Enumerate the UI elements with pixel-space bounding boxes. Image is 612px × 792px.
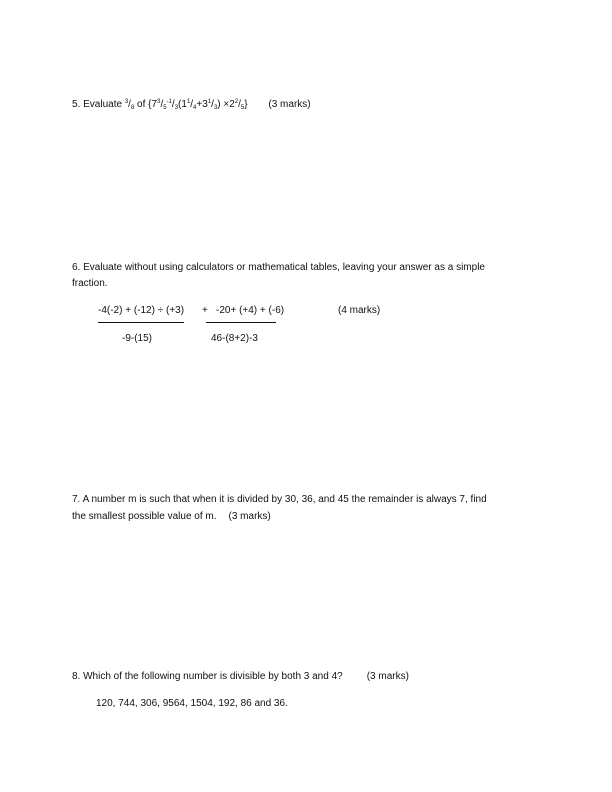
q5-fraction-denominator: 5: [163, 105, 167, 111]
q6-fraction-2-numerator: -20+ (+4) + (-6): [216, 305, 285, 316]
q6-marks: (4 marks): [338, 305, 381, 316]
q5-fraction-denominator: 3: [174, 105, 179, 111]
q7-line-1: 7. A number m is such that when it is divided by 30, 36, and 45 the remainder is always 7, find: [72, 494, 487, 505]
question-8: [72, 671, 409, 682]
q7-marks: (3 marks): [228, 511, 271, 522]
q8-marks: (3 marks): [366, 671, 409, 682]
q7-line-2-text: the smallest possible value of m.: [72, 511, 217, 522]
q5-fraction-numerator: 1: [207, 99, 212, 105]
q8-number-list: 120, 744, 306, 9564, 1504, 192, 86 and 36.: [96, 698, 288, 709]
question-5: 5. Evaluate $^3/_8$ of $\{7^3/_5^{-1}/_3(1^1/_4+3^1/_3) \times 2^2/_5\}$ (3 marks): [72, 99, 311, 111]
q6-fraction-1-bar: [98, 322, 184, 323]
q5-of-text: of {7: [134, 99, 158, 110]
q5-fraction-denominator: 8: [130, 105, 135, 111]
q5-fraction-numerator: 1: [186, 99, 191, 105]
q5-fraction-numerator: 3: [124, 99, 129, 105]
q6-fraction-1-denominator: -9-(15): [122, 333, 153, 344]
q5-fraction-denominator: 3: [213, 105, 218, 111]
q5-close-brace: }: [244, 99, 248, 110]
q6-line-1: 6. Evaluate without using calculators or mathematical tables, leaving your answer as a simple: [72, 262, 485, 273]
q5-plus-three: +3: [196, 99, 208, 110]
q7-line-2: [72, 511, 271, 522]
q6-fraction-2-denominator: 46-(8+2)-3: [211, 333, 258, 344]
q5-prefix: 5. Evaluate: [72, 99, 125, 110]
q5-times-two: ) ×2: [217, 99, 235, 110]
q5-fraction-numerator: 3: [157, 99, 161, 105]
q6-fraction-2-bar: [206, 322, 276, 323]
q5-fraction-denominator: 5: [240, 105, 245, 111]
q5-paren-open: (1: [178, 99, 187, 110]
q6-plus-sign: +: [202, 305, 208, 316]
q5-fraction-denominator: 4: [193, 105, 197, 111]
q8-question: 8. Which of the following number is divisible by both 3 and 4?: [72, 671, 343, 682]
q6-fraction-1-numerator: -4(-2) + (-12) ÷ (+3): [98, 305, 185, 316]
q5-fraction-numerator: 2: [234, 99, 239, 105]
q5-minus-one: -1: [166, 99, 172, 105]
q6-line-2: fraction.: [72, 278, 108, 289]
q5-marks: (3 marks): [268, 99, 311, 110]
